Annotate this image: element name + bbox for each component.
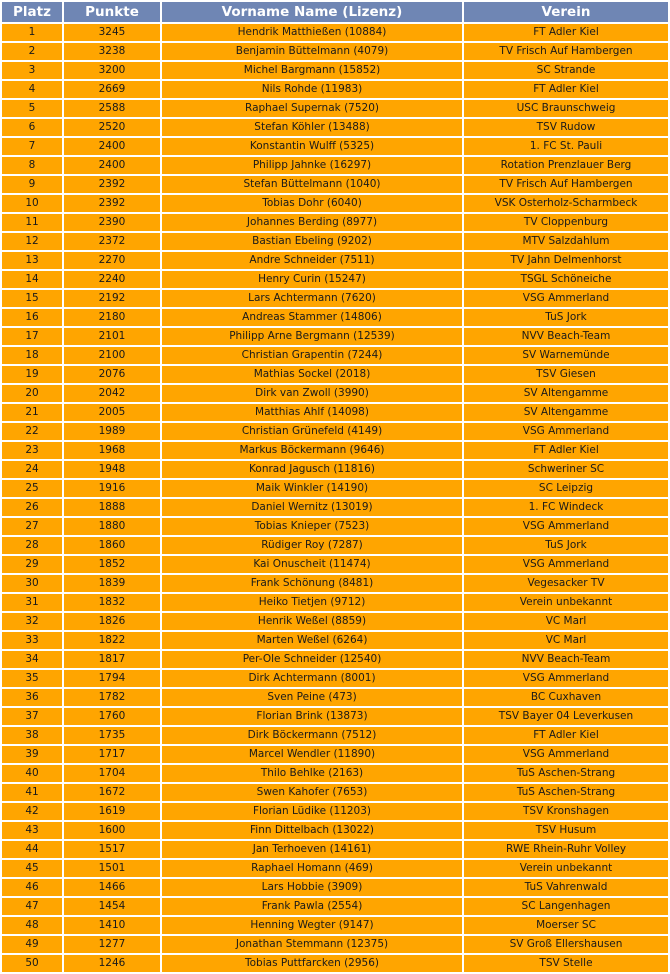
cell-name: Sven Peine (473) bbox=[162, 689, 462, 706]
cell-platz: 30 bbox=[2, 575, 62, 592]
table-row bbox=[2, 917, 668, 934]
table-row bbox=[2, 860, 668, 877]
cell-platz: 41 bbox=[2, 784, 62, 801]
cell-punkte: 2240 bbox=[64, 271, 160, 288]
cell-punkte: 1760 bbox=[64, 708, 160, 725]
cell-verein: VSG Ammerland bbox=[464, 746, 668, 763]
cell-name: Frank Schönung (8481) bbox=[162, 575, 462, 592]
table-row bbox=[2, 290, 668, 307]
cell-verein: TSV Giesen bbox=[464, 366, 668, 383]
table-row bbox=[2, 100, 668, 117]
table-row bbox=[2, 879, 668, 896]
table-row bbox=[2, 385, 668, 402]
cell-punkte: 2669 bbox=[64, 81, 160, 98]
table-row bbox=[2, 43, 668, 60]
cell-name: Michel Bargmann (15852) bbox=[162, 62, 462, 79]
cell-punkte: 1672 bbox=[64, 784, 160, 801]
cell-verein: TuS Jork bbox=[464, 309, 668, 326]
cell-punkte: 1466 bbox=[64, 879, 160, 896]
cell-verein: NVV Beach-Team bbox=[464, 328, 668, 345]
cell-punkte: 1852 bbox=[64, 556, 160, 573]
table-row bbox=[2, 176, 668, 193]
cell-platz: 6 bbox=[2, 119, 62, 136]
cell-name: Bastian Ebeling (9202) bbox=[162, 233, 462, 250]
table-row bbox=[2, 499, 668, 516]
cell-verein: VC Marl bbox=[464, 613, 668, 630]
cell-platz: 23 bbox=[2, 442, 62, 459]
cell-name: Kai Onuscheit (11474) bbox=[162, 556, 462, 573]
table-row bbox=[2, 594, 668, 611]
cell-punkte: 2100 bbox=[64, 347, 160, 364]
cell-verein: Verein unbekannt bbox=[464, 594, 668, 611]
cell-platz: 44 bbox=[2, 841, 62, 858]
cell-name: Marcel Wendler (11890) bbox=[162, 746, 462, 763]
table-row bbox=[2, 575, 668, 592]
table-row bbox=[2, 81, 668, 98]
cell-name: Philipp Jahnke (16297) bbox=[162, 157, 462, 174]
header-verein: Verein bbox=[464, 2, 668, 22]
cell-punkte: 2392 bbox=[64, 176, 160, 193]
cell-punkte: 3238 bbox=[64, 43, 160, 60]
cell-platz: 50 bbox=[2, 955, 62, 972]
cell-platz: 7 bbox=[2, 138, 62, 155]
cell-verein: VSK Osterholz-Scharmbeck bbox=[464, 195, 668, 212]
cell-name: Dirk Achtermann (8001) bbox=[162, 670, 462, 687]
cell-punkte: 1817 bbox=[64, 651, 160, 668]
cell-verein: SC Langenhagen bbox=[464, 898, 668, 915]
cell-name: Florian Lüdike (11203) bbox=[162, 803, 462, 820]
table-row bbox=[2, 252, 668, 269]
cell-punkte: 1968 bbox=[64, 442, 160, 459]
cell-punkte: 2101 bbox=[64, 328, 160, 345]
cell-name: Raphael Homann (469) bbox=[162, 860, 462, 877]
cell-name: Konrad Jagusch (11816) bbox=[162, 461, 462, 478]
cell-platz: 18 bbox=[2, 347, 62, 364]
cell-name: Stefan Köhler (13488) bbox=[162, 119, 462, 136]
cell-verein: BC Cuxhaven bbox=[464, 689, 668, 706]
cell-verein: TuS Jork bbox=[464, 537, 668, 554]
cell-verein: TSV Stelle bbox=[464, 955, 668, 972]
table-row bbox=[2, 670, 668, 687]
cell-verein: Rotation Prenzlauer Berg bbox=[464, 157, 668, 174]
cell-verein: USC Braunschweig bbox=[464, 100, 668, 117]
cell-name: Henry Curin (15247) bbox=[162, 271, 462, 288]
cell-punkte: 2520 bbox=[64, 119, 160, 136]
cell-platz: 8 bbox=[2, 157, 62, 174]
table-row bbox=[2, 423, 668, 440]
cell-verein: FT Adler Kiel bbox=[464, 727, 668, 744]
table-row bbox=[2, 309, 668, 326]
cell-punkte: 1501 bbox=[64, 860, 160, 877]
table-row bbox=[2, 233, 668, 250]
cell-platz: 39 bbox=[2, 746, 62, 763]
table-body bbox=[2, 24, 668, 972]
cell-name: Lars Hobbie (3909) bbox=[162, 879, 462, 896]
cell-punkte: 2400 bbox=[64, 138, 160, 155]
cell-platz: 42 bbox=[2, 803, 62, 820]
cell-punkte: 1794 bbox=[64, 670, 160, 687]
header-punkte: Punkte bbox=[64, 2, 160, 22]
cell-platz: 19 bbox=[2, 366, 62, 383]
cell-verein: VSG Ammerland bbox=[464, 556, 668, 573]
cell-name: Lars Achtermann (7620) bbox=[162, 290, 462, 307]
cell-name: Florian Brink (13873) bbox=[162, 708, 462, 725]
cell-verein: Vegesacker TV bbox=[464, 575, 668, 592]
cell-punkte: 2042 bbox=[64, 385, 160, 402]
cell-name: Marten Weßel (6264) bbox=[162, 632, 462, 649]
cell-platz: 21 bbox=[2, 404, 62, 421]
cell-name: Henrik Weßel (8859) bbox=[162, 613, 462, 630]
cell-verein: SV Altengamme bbox=[464, 404, 668, 421]
cell-platz: 34 bbox=[2, 651, 62, 668]
cell-verein: TV Jahn Delmenhorst bbox=[464, 252, 668, 269]
cell-name: Tobias Dohr (6040) bbox=[162, 195, 462, 212]
cell-platz: 36 bbox=[2, 689, 62, 706]
table-row bbox=[2, 841, 668, 858]
header-name: Vorname Name (Lizenz) bbox=[162, 2, 462, 22]
cell-punkte: 1704 bbox=[64, 765, 160, 782]
cell-verein: SC Leipzig bbox=[464, 480, 668, 497]
cell-platz: 20 bbox=[2, 385, 62, 402]
cell-punkte: 2372 bbox=[64, 233, 160, 250]
cell-punkte: 2192 bbox=[64, 290, 160, 307]
cell-name: Per-Ole Schneider (12540) bbox=[162, 651, 462, 668]
cell-name: Dirk van Zwoll (3990) bbox=[162, 385, 462, 402]
cell-name: Rüdiger Roy (7287) bbox=[162, 537, 462, 554]
cell-name: Mathias Sockel (2018) bbox=[162, 366, 462, 383]
cell-punkte: 1948 bbox=[64, 461, 160, 478]
cell-platz: 35 bbox=[2, 670, 62, 687]
cell-name: Raphael Supernak (7520) bbox=[162, 100, 462, 117]
cell-platz: 26 bbox=[2, 499, 62, 516]
cell-platz: 43 bbox=[2, 822, 62, 839]
cell-punkte: 3200 bbox=[64, 62, 160, 79]
table-row bbox=[2, 537, 668, 554]
cell-platz: 27 bbox=[2, 518, 62, 535]
cell-platz: 31 bbox=[2, 594, 62, 611]
cell-platz: 32 bbox=[2, 613, 62, 630]
cell-name: Hendrik Matthießen (10884) bbox=[162, 24, 462, 41]
table-row bbox=[2, 556, 668, 573]
cell-verein: Verein unbekannt bbox=[464, 860, 668, 877]
table-row bbox=[2, 632, 668, 649]
cell-punkte: 1735 bbox=[64, 727, 160, 744]
table-row bbox=[2, 24, 668, 41]
table-row bbox=[2, 822, 668, 839]
cell-verein: VSG Ammerland bbox=[464, 423, 668, 440]
cell-verein: SC Strande bbox=[464, 62, 668, 79]
cell-verein: TuS Vahrenwald bbox=[464, 879, 668, 896]
cell-platz: 17 bbox=[2, 328, 62, 345]
table-row bbox=[2, 898, 668, 915]
table-row bbox=[2, 613, 668, 630]
cell-verein: RWE Rhein-Ruhr Volley bbox=[464, 841, 668, 858]
cell-punkte: 1888 bbox=[64, 499, 160, 516]
cell-name: Henning Wegter (9147) bbox=[162, 917, 462, 934]
cell-punkte: 2390 bbox=[64, 214, 160, 231]
cell-name: Benjamin Büttelmann (4079) bbox=[162, 43, 462, 60]
cell-verein: TSV Rudow bbox=[464, 119, 668, 136]
cell-punkte: 2180 bbox=[64, 309, 160, 326]
cell-verein: TSV Bayer 04 Leverkusen bbox=[464, 708, 668, 725]
cell-verein: TSV Kronshagen bbox=[464, 803, 668, 820]
cell-punkte: 1916 bbox=[64, 480, 160, 497]
cell-verein: TV Frisch Auf Hambergen bbox=[464, 176, 668, 193]
cell-name: Thilo Behlke (2163) bbox=[162, 765, 462, 782]
cell-platz: 45 bbox=[2, 860, 62, 877]
cell-verein: SV Warnemünde bbox=[464, 347, 668, 364]
table-row bbox=[2, 347, 668, 364]
cell-name: Dirk Böckermann (7512) bbox=[162, 727, 462, 744]
cell-platz: 2 bbox=[2, 43, 62, 60]
table-row bbox=[2, 765, 668, 782]
cell-punkte: 1839 bbox=[64, 575, 160, 592]
cell-verein: FT Adler Kiel bbox=[464, 24, 668, 41]
cell-name: Matthias Ahlf (14098) bbox=[162, 404, 462, 421]
cell-punkte: 1782 bbox=[64, 689, 160, 706]
cell-platz: 46 bbox=[2, 879, 62, 896]
cell-platz: 37 bbox=[2, 708, 62, 725]
cell-name: Nils Rohde (11983) bbox=[162, 81, 462, 98]
cell-platz: 4 bbox=[2, 81, 62, 98]
table-row bbox=[2, 62, 668, 79]
cell-punkte: 1454 bbox=[64, 898, 160, 915]
cell-name: Frank Pawla (2554) bbox=[162, 898, 462, 915]
cell-verein: TuS Aschen-Strang bbox=[464, 765, 668, 782]
cell-verein: VSG Ammerland bbox=[464, 670, 668, 687]
cell-punkte: 1860 bbox=[64, 537, 160, 554]
cell-punkte: 2270 bbox=[64, 252, 160, 269]
cell-name: Finn Dittelbach (13022) bbox=[162, 822, 462, 839]
cell-verein: SV Altengamme bbox=[464, 385, 668, 402]
table-row bbox=[2, 271, 668, 288]
table-row bbox=[2, 157, 668, 174]
cell-punkte: 1717 bbox=[64, 746, 160, 763]
cell-punkte: 2400 bbox=[64, 157, 160, 174]
cell-platz: 13 bbox=[2, 252, 62, 269]
cell-punkte: 2588 bbox=[64, 100, 160, 117]
table-row bbox=[2, 442, 668, 459]
table-row bbox=[2, 138, 668, 155]
cell-verein: 1. FC St. Pauli bbox=[464, 138, 668, 155]
table-header-row bbox=[2, 2, 668, 22]
cell-platz: 38 bbox=[2, 727, 62, 744]
cell-platz: 1 bbox=[2, 24, 62, 41]
cell-punkte: 2076 bbox=[64, 366, 160, 383]
cell-punkte: 3245 bbox=[64, 24, 160, 41]
table-row bbox=[2, 214, 668, 231]
header-platz: Platz bbox=[2, 2, 62, 22]
cell-verein: NVV Beach-Team bbox=[464, 651, 668, 668]
table-row bbox=[2, 461, 668, 478]
table-row bbox=[2, 708, 668, 725]
cell-name: Christian Grapentin (7244) bbox=[162, 347, 462, 364]
cell-verein: MTV Salzdahlum bbox=[464, 233, 668, 250]
cell-verein: TuS Aschen-Strang bbox=[464, 784, 668, 801]
cell-punkte: 1989 bbox=[64, 423, 160, 440]
cell-name: Swen Kahofer (7653) bbox=[162, 784, 462, 801]
cell-name: Markus Böckermann (9646) bbox=[162, 442, 462, 459]
cell-name: Andreas Stammer (14806) bbox=[162, 309, 462, 326]
cell-platz: 29 bbox=[2, 556, 62, 573]
cell-punkte: 1619 bbox=[64, 803, 160, 820]
cell-verein: Schweriner SC bbox=[464, 461, 668, 478]
cell-verein: TV Frisch Auf Hambergen bbox=[464, 43, 668, 60]
cell-verein: VSG Ammerland bbox=[464, 518, 668, 535]
table-row bbox=[2, 651, 668, 668]
cell-name: Maik Winkler (14190) bbox=[162, 480, 462, 497]
table-row bbox=[2, 366, 668, 383]
cell-platz: 10 bbox=[2, 195, 62, 212]
cell-name: Stefan Büttelmann (1040) bbox=[162, 176, 462, 193]
cell-punkte: 1410 bbox=[64, 917, 160, 934]
cell-punkte: 2392 bbox=[64, 195, 160, 212]
cell-platz: 9 bbox=[2, 176, 62, 193]
cell-punkte: 1822 bbox=[64, 632, 160, 649]
cell-verein: FT Adler Kiel bbox=[464, 81, 668, 98]
cell-platz: 22 bbox=[2, 423, 62, 440]
table-row bbox=[2, 480, 668, 497]
cell-punkte: 2005 bbox=[64, 404, 160, 421]
cell-platz: 24 bbox=[2, 461, 62, 478]
cell-platz: 40 bbox=[2, 765, 62, 782]
cell-verein: TSV Husum bbox=[464, 822, 668, 839]
cell-platz: 15 bbox=[2, 290, 62, 307]
cell-name: Johannes Berding (8977) bbox=[162, 214, 462, 231]
cell-name: Tobias Knieper (7523) bbox=[162, 518, 462, 535]
cell-name: Heiko Tietjen (9712) bbox=[162, 594, 462, 611]
cell-platz: 49 bbox=[2, 936, 62, 953]
table-row bbox=[2, 689, 668, 706]
cell-punkte: 1826 bbox=[64, 613, 160, 630]
cell-verein: TV Cloppenburg bbox=[464, 214, 668, 231]
cell-name: Jonathan Stemmann (12375) bbox=[162, 936, 462, 953]
table-row bbox=[2, 195, 668, 212]
table-row bbox=[2, 803, 668, 820]
cell-punkte: 1277 bbox=[64, 936, 160, 953]
table-row bbox=[2, 727, 668, 744]
cell-name: Christian Grünefeld (4149) bbox=[162, 423, 462, 440]
cell-name: Daniel Wernitz (13019) bbox=[162, 499, 462, 516]
table-row bbox=[2, 328, 668, 345]
table-row bbox=[2, 784, 668, 801]
cell-platz: 25 bbox=[2, 480, 62, 497]
table-row bbox=[2, 936, 668, 953]
cell-name: Konstantin Wulff (5325) bbox=[162, 138, 462, 155]
table-row bbox=[2, 404, 668, 421]
cell-punkte: 1246 bbox=[64, 955, 160, 972]
cell-verein: SV Groß Ellershausen bbox=[464, 936, 668, 953]
table-row bbox=[2, 746, 668, 763]
cell-verein: 1. FC Windeck bbox=[464, 499, 668, 516]
cell-name: Andre Schneider (7511) bbox=[162, 252, 462, 269]
cell-verein: VSG Ammerland bbox=[464, 290, 668, 307]
cell-verein: FT Adler Kiel bbox=[464, 442, 668, 459]
cell-verein: TSGL Schöneiche bbox=[464, 271, 668, 288]
cell-platz: 3 bbox=[2, 62, 62, 79]
cell-platz: 5 bbox=[2, 100, 62, 117]
cell-name: Philipp Arne Bergmann (12539) bbox=[162, 328, 462, 345]
cell-punkte: 1517 bbox=[64, 841, 160, 858]
cell-platz: 16 bbox=[2, 309, 62, 326]
cell-platz: 28 bbox=[2, 537, 62, 554]
table-row bbox=[2, 518, 668, 535]
cell-platz: 33 bbox=[2, 632, 62, 649]
table-row bbox=[2, 119, 668, 136]
cell-punkte: 1880 bbox=[64, 518, 160, 535]
cell-punkte: 1600 bbox=[64, 822, 160, 839]
cell-platz: 12 bbox=[2, 233, 62, 250]
cell-platz: 47 bbox=[2, 898, 62, 915]
cell-name: Tobias Puttfarcken (2956) bbox=[162, 955, 462, 972]
cell-platz: 11 bbox=[2, 214, 62, 231]
cell-verein: Moerser SC bbox=[464, 917, 668, 934]
cell-name: Jan Terhoeven (14161) bbox=[162, 841, 462, 858]
cell-platz: 48 bbox=[2, 917, 62, 934]
cell-punkte: 1832 bbox=[64, 594, 160, 611]
table-row bbox=[2, 955, 668, 972]
cell-verein: VC Marl bbox=[464, 632, 668, 649]
cell-platz: 14 bbox=[2, 271, 62, 288]
